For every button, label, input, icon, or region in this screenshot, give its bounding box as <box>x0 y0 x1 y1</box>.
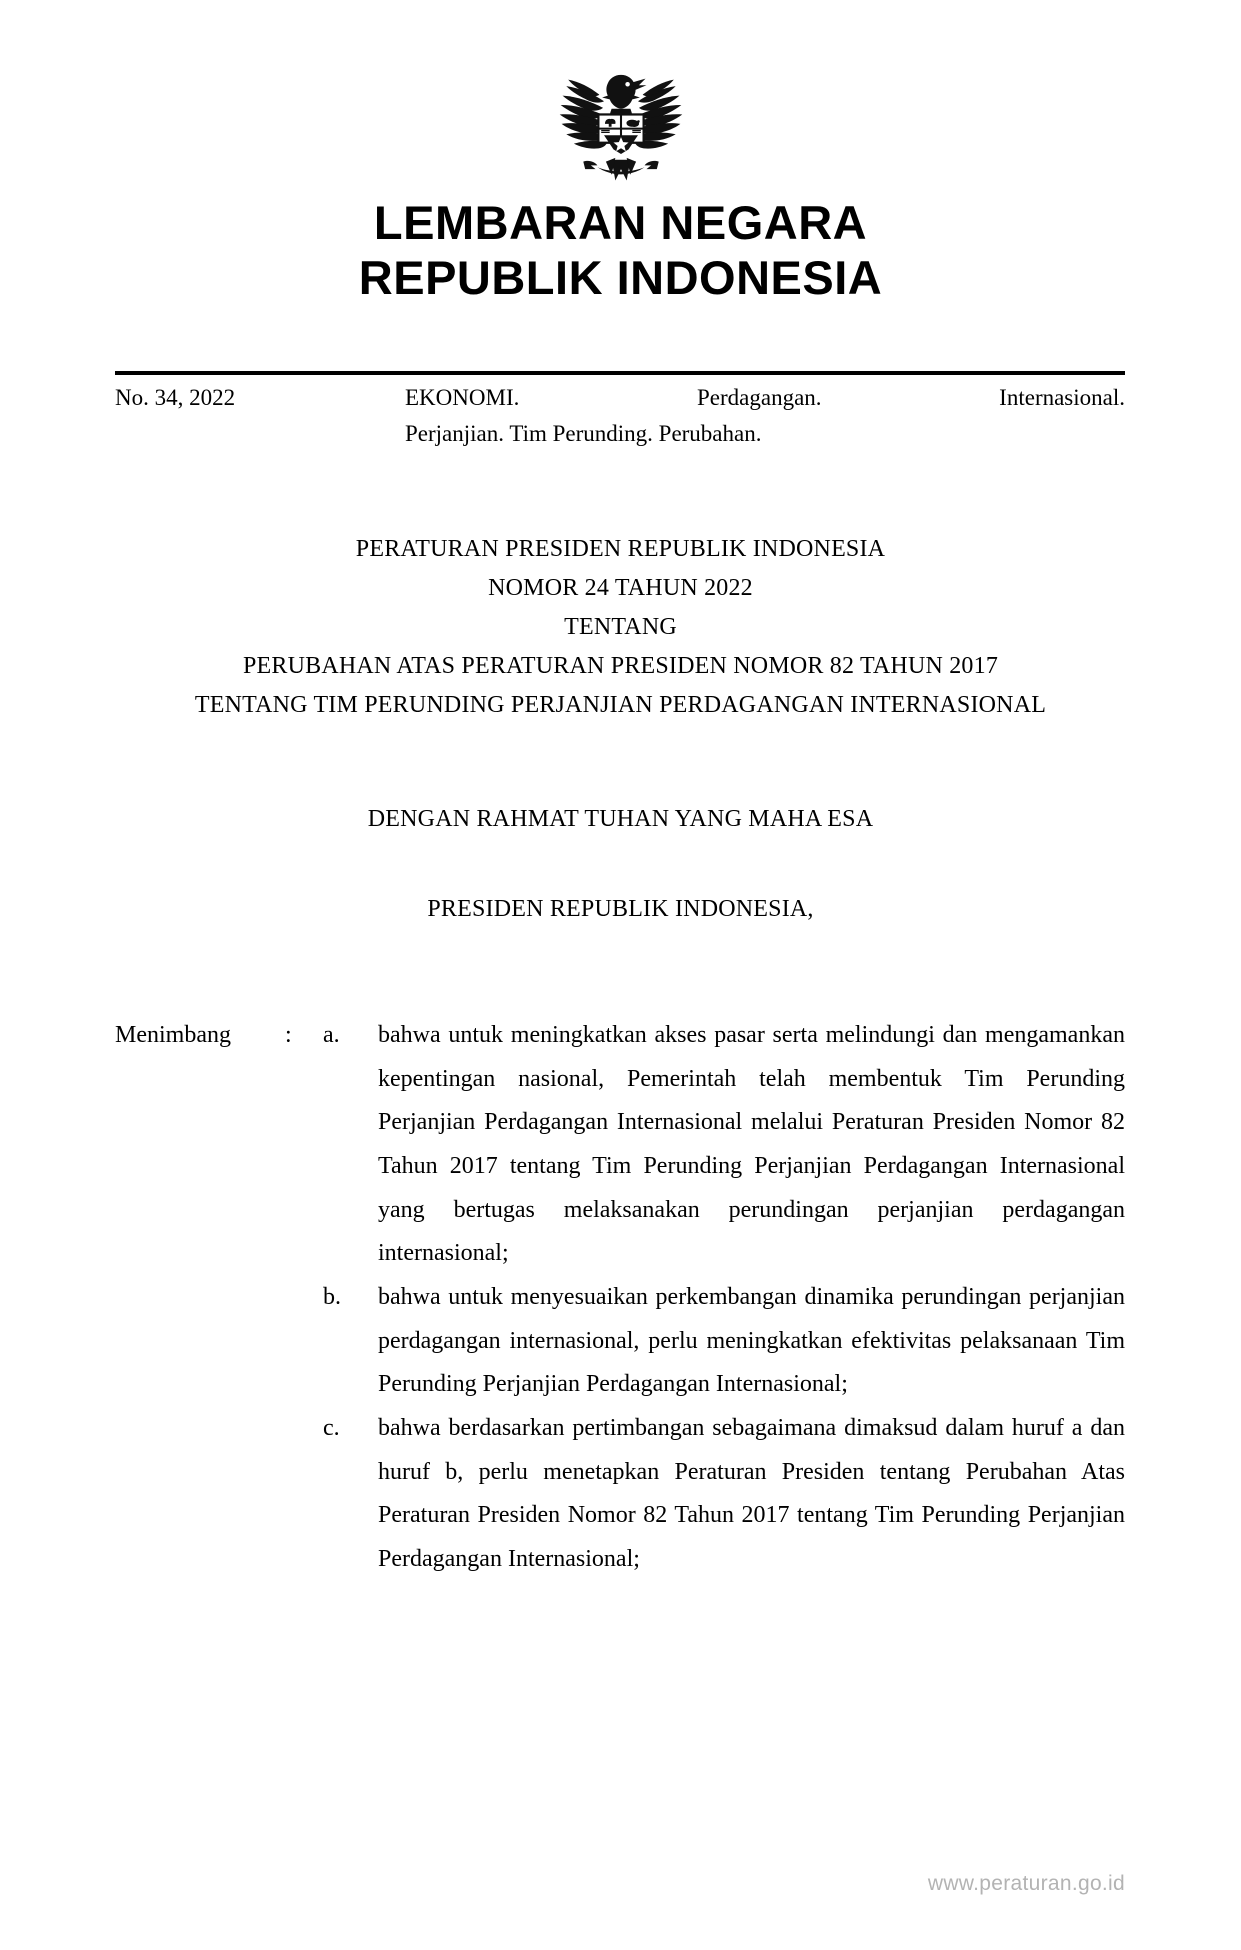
title-line-number: NOMOR 24 TAHUN 2022 <box>488 574 753 601</box>
considerations-label: Menimbang <box>115 1022 231 1048</box>
gazette-subjects-line-2: Perjanjian. Tim Perunding. Perubahan. <box>405 420 762 446</box>
consideration-text-a: bahwa untuk meningkatkan akses pasar serta melindungi dan mengamankan kepentingan nasional, Pemerintah telah membentuk Tim Perunding Perjanjian Perdagangan Internasional melalui Peraturan Presiden Nomor 82 Tahun 2017 tentang Tim Perunding Perjanjian Perdagangan Internasional yang bertugas melaksanakan perundingan perjanjian perdagangan internasional; <box>378 1022 1125 1267</box>
masthead-line-1: LEMBARAN NEGARA <box>373 196 868 249</box>
gazette-number: No. 34, 2022 <box>115 385 236 410</box>
considerations-colon: : <box>285 1022 292 1048</box>
consideration-marker-a: a. <box>323 1022 340 1048</box>
consideration-text-c: bahwa berdasarkan pertimbangan sebagaimana dimaksud dalam huruf a dan huruf b, perlu menetapkan Peraturan Presiden tentang Perubahan Atas Peraturan Presiden Nomor 82 Tahun 2017 tentang Tim Perunding Perjanjian Perdagangan Internasional; <box>378 1415 1125 1573</box>
emblem-container <box>0 56 1241 188</box>
consideration-item-b <box>115 1276 1125 1407</box>
consideration-item-a <box>115 1014 1125 1276</box>
consideration-marker-b: b. <box>323 1284 341 1311</box>
gazette-subjects <box>405 380 1125 451</box>
title-line-tentang: TENTANG <box>564 613 677 640</box>
invocation-authority: PRESIDEN REPUBLIK INDONESIA, <box>427 896 814 923</box>
masthead-line-2: REPUBLIK INDONESIA <box>358 250 883 304</box>
title-line-institution: PERATURAN PRESIDEN REPUBLIK INDONESIA <box>355 536 886 562</box>
title-line-subject-2: TENTANG TIM PERUNDING PERJANJIAN PERDAGANGAN INTERNASIONAL <box>194 691 1047 718</box>
masthead <box>0 196 1241 306</box>
invocation-blessing: DENGAN RAHMAT TUHAN YANG MAHA ESA <box>367 806 874 832</box>
invocation-spacer <box>0 838 1241 890</box>
gazette-meta-row <box>115 380 1125 451</box>
footer-watermark: www.peraturan.go.id <box>927 1872 1125 1895</box>
consideration-text-b: bahwa untuk menyesuaikan perkembangan dinamika perundingan perjanjian perdagangan internasional, perlu meningkatkan efektivitas pelaksanaan Tim Perunding Perjanjian Perdagangan Internasional; <box>378 1284 1125 1398</box>
consideration-item-c <box>115 1407 1125 1582</box>
invocation-block <box>0 800 1241 929</box>
masthead-divider <box>115 371 1125 375</box>
title-line-subject-1: PERUBAHAN ATAS PERATURAN PRESIDEN NOMOR 82 TAHUN 2017 <box>242 652 999 679</box>
consideration-marker-c: c. <box>323 1415 340 1442</box>
considerations-block <box>115 1014 1125 1582</box>
regulation-title-block <box>60 530 1181 724</box>
gazette-subjects-line-1: EKONOMI. Perdagangan. Internasional. <box>405 385 1125 410</box>
garuda-pancasila-icon <box>545 56 697 188</box>
